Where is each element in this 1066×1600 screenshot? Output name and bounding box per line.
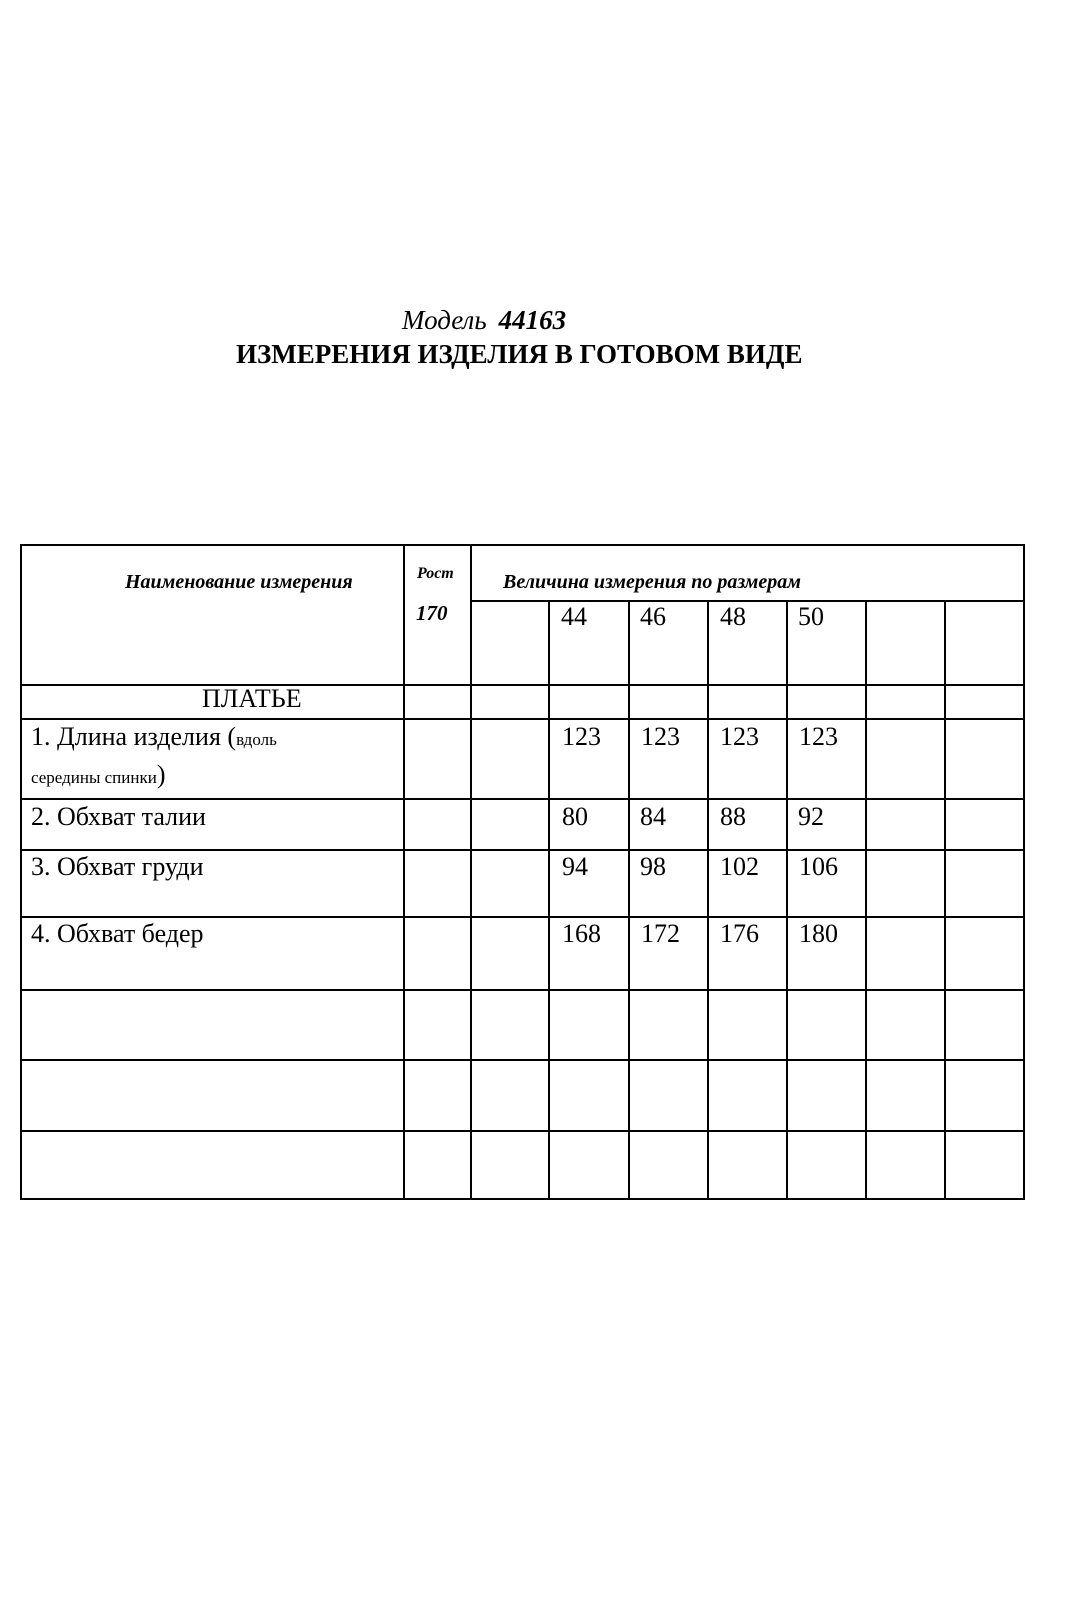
- table-border-top: [20, 544, 1025, 546]
- table-col-line-4: [628, 600, 630, 1200]
- table-subheader-line: [471, 600, 1025, 602]
- size-header-48: 48: [720, 602, 746, 631]
- value-hips-50: 180: [799, 919, 838, 948]
- value-chest-50: 106: [799, 852, 838, 881]
- table-border-bottom: [20, 1198, 1025, 1200]
- value-hips-46: 172: [641, 919, 680, 948]
- document-title: ИЗМЕРЕНИЯ ИЗДЕЛИЯ В ГОТОВОМ ВИДЕ: [236, 339, 803, 369]
- table-line-row4-bottom: [20, 989, 1025, 991]
- value-waist-48: 88: [720, 802, 746, 831]
- row-label-note-continued: середины спинки: [31, 768, 157, 787]
- value-chest-46: 98: [640, 852, 666, 881]
- sizes-column-header: Величина измерения по размерам: [503, 571, 801, 593]
- height-value: 170: [416, 601, 448, 625]
- table-line-row3-bottom: [20, 916, 1025, 918]
- value-hips-44: 168: [562, 919, 601, 948]
- table-col-line-1: [403, 544, 405, 1200]
- table-col-line-3: [548, 600, 550, 1200]
- size-header-44: 44: [561, 602, 587, 631]
- table-line-row2-bottom: [20, 849, 1025, 851]
- table-line-empty2-bottom: [20, 1130, 1025, 1132]
- value-length-48: 123: [720, 722, 759, 751]
- name-column-header: Наименование измерения: [125, 571, 353, 593]
- table-line-header-bottom: [20, 684, 1025, 686]
- row-label-length: [31, 722, 277, 752]
- value-hips-48: 176: [720, 919, 759, 948]
- model-label: Модель: [402, 305, 487, 335]
- row-label-chest: 3. Обхват груди: [31, 852, 204, 881]
- table-line-row1-bottom: [20, 798, 1025, 800]
- value-length-46: 123: [641, 722, 680, 751]
- table-border-left: [20, 544, 22, 1200]
- value-waist-44: 80: [562, 802, 588, 831]
- row-label-waist: 2. Обхват талии: [31, 802, 206, 831]
- row-label-close-paren: ): [156, 760, 166, 789]
- row-label-text: 1. Длина изделия (: [31, 722, 237, 751]
- row-label-length-continued: [31, 760, 166, 790]
- table-line-section-bottom: [20, 718, 1025, 720]
- table-col-line-8: [944, 600, 946, 1200]
- table-line-empty1-bottom: [20, 1059, 1025, 1061]
- size-header-46: 46: [640, 602, 666, 631]
- model-number: 44163: [498, 305, 567, 335]
- table-col-line-5: [707, 600, 709, 1200]
- value-chest-44: 94: [562, 852, 588, 881]
- value-length-50: 123: [799, 722, 838, 751]
- table-col-line-6: [786, 600, 788, 1200]
- section-title: ПЛАТЬЕ: [202, 684, 302, 713]
- value-waist-50: 92: [798, 802, 824, 831]
- height-column-header: Рост: [417, 565, 454, 582]
- value-waist-46: 84: [640, 802, 666, 831]
- size-header-50: 50: [798, 602, 824, 631]
- table-col-line-7: [865, 600, 867, 1200]
- row-label-hips: 4. Обхват бедер: [31, 919, 204, 948]
- row-label-note: вдоль: [236, 730, 277, 749]
- table-col-line-2: [470, 544, 472, 1200]
- value-chest-48: 102: [720, 852, 759, 881]
- value-length-44: 123: [562, 722, 601, 751]
- table-border-right: [1023, 544, 1025, 1200]
